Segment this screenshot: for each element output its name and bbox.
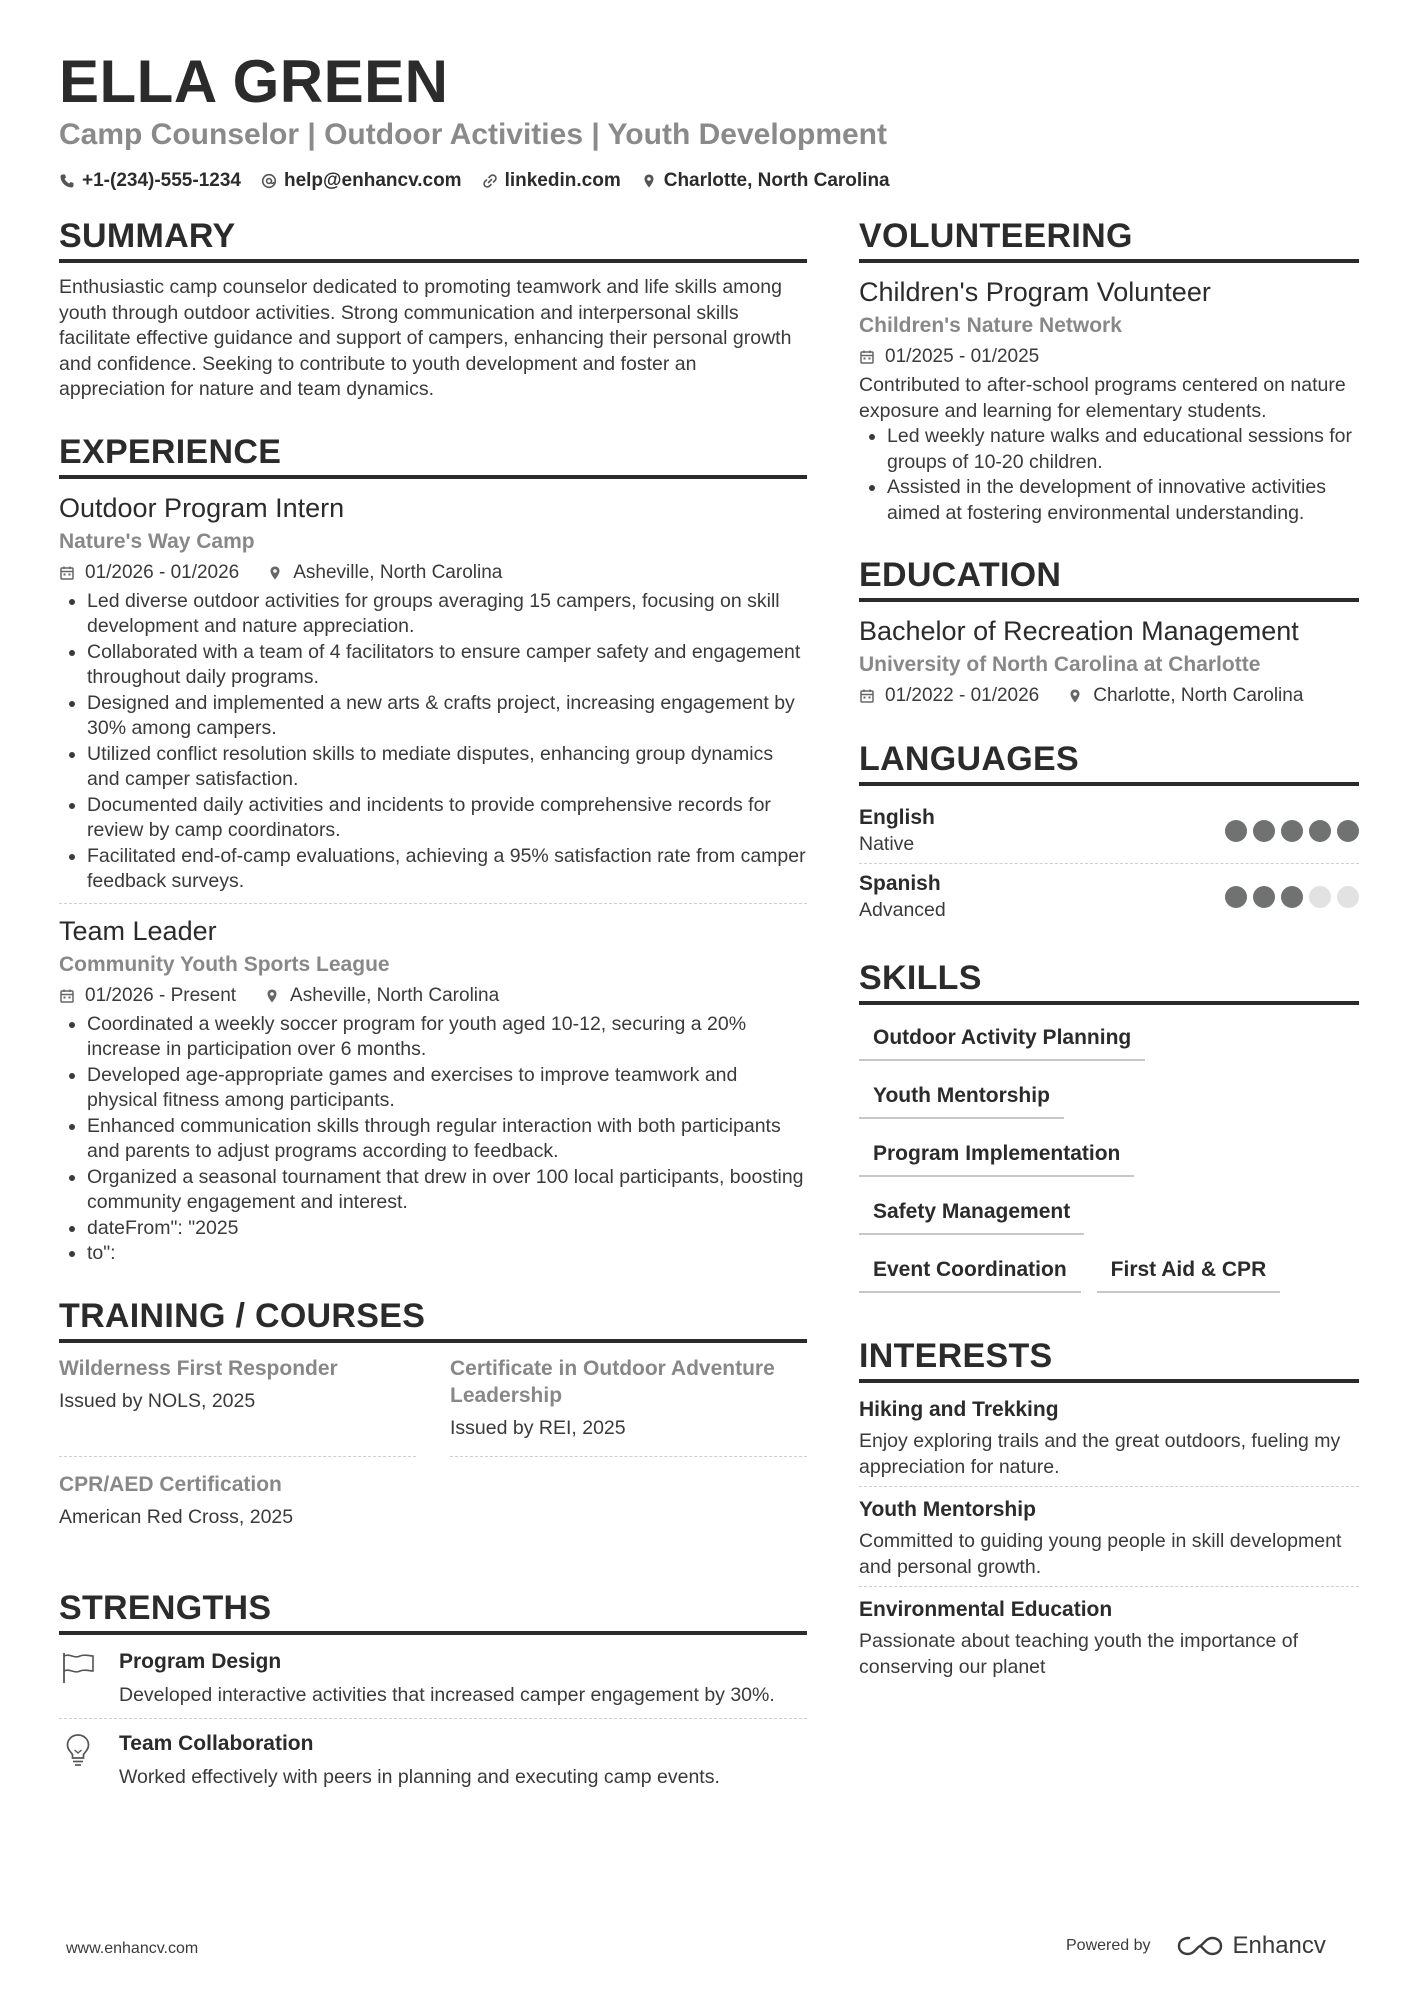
interest-item xyxy=(859,1495,1359,1587)
rating-dot xyxy=(1337,820,1359,842)
skill-tag: Event Coordination xyxy=(859,1249,1081,1293)
training-issuer: Issued by NOLS, 2025 xyxy=(59,1389,256,1412)
language-name: Spanish xyxy=(859,872,941,895)
training-item xyxy=(450,1355,807,1457)
skills-section xyxy=(859,957,1359,1307)
link-icon xyxy=(482,173,498,189)
bullet-item: • to": xyxy=(87,1241,807,1267)
strengths-heading: STRENGTHS xyxy=(59,1587,807,1635)
bullet-item: • Designed and implemented a new arts & crafts project, increasing engagement by 30% among campers. xyxy=(87,691,807,742)
volunteering-section xyxy=(859,215,1359,526)
interest-text: Passionate about teaching youth the importance of conserving our planet xyxy=(859,1630,1299,1678)
footer-branding xyxy=(1066,1932,1326,1960)
bullet-item: • Coordinated a weekly soccer program for youth aged 10-12, securing a 20% increase in participation over 6 months. xyxy=(87,1012,807,1063)
right-column xyxy=(859,215,1359,1714)
bullet-item: • Enhanced communication skills through regular interaction with both participants and parents to adjust programs according to feedback. xyxy=(87,1114,807,1165)
location-icon xyxy=(264,988,280,1004)
footer-website[interactable]: www.enhancv.com xyxy=(66,1940,199,1957)
lightbulb-icon xyxy=(59,1731,97,1769)
volunteer-bullets xyxy=(859,424,1359,526)
at-icon xyxy=(261,173,277,189)
language-rating xyxy=(1219,886,1359,908)
phone-icon xyxy=(59,173,75,189)
calendar-icon xyxy=(859,688,875,704)
rating-dot xyxy=(1281,820,1303,842)
education-heading: EDUCATION xyxy=(859,554,1359,602)
training-item xyxy=(59,1355,416,1457)
interest-item xyxy=(859,1595,1359,1686)
interest-title: Environmental Education xyxy=(859,1598,1113,1621)
training-item xyxy=(59,1471,416,1545)
education-location xyxy=(1067,682,1303,710)
volunteer-org: Children's Nature Network xyxy=(859,314,1122,337)
training-heading: TRAINING / COURSES xyxy=(59,1295,807,1343)
bullet-item: • Collaborated with a team of 4 facilitators to ensure camper safety and engagement throughout daily programs. xyxy=(87,640,807,691)
left-column xyxy=(59,215,807,1829)
job-meta xyxy=(59,559,807,587)
candidate-title: Camp Counselor | Outdoor Activities | Youth Development xyxy=(59,118,887,151)
contact-linkedin[interactable] xyxy=(482,170,621,192)
interest-item xyxy=(859,1395,1359,1487)
training-title: Certificate in Outdoor Adventure Leadership xyxy=(450,1356,775,1407)
contact-location xyxy=(641,170,890,192)
job-location xyxy=(267,559,502,587)
language-level: Native xyxy=(859,833,915,855)
experience-item xyxy=(59,914,807,1267)
bullet-item: • Utilized conflict resolution skills to mediate disputes, enhancing group dynamics and camper satisfaction. xyxy=(87,742,807,793)
interests-heading: INTERESTS xyxy=(859,1335,1359,1383)
calendar-icon xyxy=(859,349,875,365)
volunteering-heading: VOLUNTEERING xyxy=(859,215,1359,263)
job-dates xyxy=(59,559,239,587)
job-bullets xyxy=(59,589,807,895)
language-name: English xyxy=(859,806,935,829)
languages-heading: LANGUAGES xyxy=(859,738,1359,786)
skill-tag: Outdoor Activity Planning xyxy=(859,1017,1145,1061)
job-meta xyxy=(59,982,807,1010)
contact-phone[interactable] xyxy=(59,170,241,192)
volunteer-meta xyxy=(859,343,1359,371)
interest-title: Hiking and Trekking xyxy=(859,1398,1059,1421)
enhancv-logo-icon xyxy=(1177,1934,1223,1958)
training-title: Wilderness First Responder xyxy=(59,1356,338,1380)
strength-title: Program Design xyxy=(119,1649,282,1673)
job-role: Outdoor Program Intern xyxy=(59,492,345,523)
strength-title: Team Collaboration xyxy=(119,1732,314,1755)
job-dates-text: 01/2026 - Present xyxy=(85,984,237,1006)
strength-item xyxy=(59,1647,807,1720)
languages-section xyxy=(859,738,1359,929)
bullet-item: • Developed age-appropriate games and exercises to improve teamwork and physical fitness among participants. xyxy=(87,1063,807,1114)
contact-email[interactable] xyxy=(261,170,462,192)
bullet-item: • Led diverse outdoor activities for groups averaging 15 campers, focusing on skill development and nature appreciation. xyxy=(87,589,807,640)
bullet-item: • Facilitated end-of-camp evaluations, achieving a 95% satisfaction rate from camper feedback surveys. xyxy=(87,844,807,895)
experience-item xyxy=(59,491,807,895)
strength-item xyxy=(59,1729,807,1801)
job-company: Nature's Way Camp xyxy=(59,529,255,553)
job-location-text: Asheville, North Carolina xyxy=(290,984,500,1006)
language-item xyxy=(859,864,1359,929)
skill-tag: Program Implementation xyxy=(859,1133,1134,1177)
job-company: Community Youth Sports League xyxy=(59,952,390,976)
skill-tag: First Aid & CPR xyxy=(1097,1249,1281,1293)
strength-text: Worked effectively with peers in planning and executing camp events. xyxy=(119,1766,720,1788)
language-level: Advanced xyxy=(859,899,946,921)
volunteer-dates xyxy=(859,343,1039,371)
bullet-item: • Assisted in the development of innovative activities aimed at fostering environmental understanding. xyxy=(887,475,1359,526)
language-rating xyxy=(1219,820,1359,842)
volunteer-text: Contributed to after-school programs centered on nature exposure and learning for elementary students. xyxy=(859,374,1346,422)
interest-text: Committed to guiding young people in skill development and personal growth. xyxy=(859,1530,1342,1578)
education-section xyxy=(859,554,1359,710)
rating-dot xyxy=(1281,886,1303,908)
interests-section xyxy=(859,1335,1359,1686)
rating-dot xyxy=(1253,886,1275,908)
training-section xyxy=(59,1295,807,1559)
rating-dot xyxy=(1225,886,1247,908)
skills-heading: SKILLS xyxy=(859,957,1359,1005)
rating-dot xyxy=(1337,886,1359,908)
experience-section xyxy=(59,431,807,1267)
summary-heading: SUMMARY xyxy=(59,215,807,263)
job-dates xyxy=(59,982,236,1010)
training-grid xyxy=(59,1355,807,1559)
phone-text: +1-(234)-555-1234 xyxy=(82,170,241,191)
skills-list xyxy=(859,1017,1359,1307)
email-text: help@enhancv.com xyxy=(283,170,462,191)
school: University of North Carolina at Charlotte xyxy=(859,653,1261,676)
job-location-text: Asheville, North Carolina xyxy=(293,561,503,583)
bullet-item: • Documented daily activities and incidents to provide comprehensive records for review by camp coordinators. xyxy=(87,793,807,844)
location-icon xyxy=(641,173,657,189)
location-icon xyxy=(267,565,283,581)
job-dates-text: 01/2026 - 01/2026 xyxy=(85,561,240,583)
rating-dot xyxy=(1253,820,1275,842)
candidate-name: ELLA GREEN xyxy=(59,48,449,115)
divider xyxy=(59,903,807,904)
location-text: Charlotte, North Carolina xyxy=(663,170,890,191)
experience-heading: EXPERIENCE xyxy=(59,431,807,479)
summary-section xyxy=(59,215,807,403)
bullet-item: • Organized a seasonal tournament that drew in over 100 local participants, boosting community engagement and interest. xyxy=(87,1165,807,1216)
job-role: Team Leader xyxy=(59,915,217,946)
volunteer-role: Children's Program Volunteer xyxy=(859,277,1211,307)
brand-name: Enhancv xyxy=(1232,1932,1326,1959)
linkedin-text: linkedin.com xyxy=(504,170,621,191)
education-dates-text: 01/2022 - 01/2026 xyxy=(885,685,1040,706)
contact-bar xyxy=(59,168,910,194)
rating-dot xyxy=(1309,886,1331,908)
strength-text: Developed interactive activities that increased camper engagement by 30%. xyxy=(119,1683,775,1706)
rating-dot xyxy=(1225,820,1247,842)
flag-icon xyxy=(59,1649,97,1687)
bullet-item: • dateFrom": "2025 xyxy=(87,1216,807,1242)
job-bullets xyxy=(59,1012,807,1267)
degree: Bachelor of Recreation Management xyxy=(859,616,1299,646)
volunteer-dates-text: 01/2025 - 01/2025 xyxy=(885,346,1040,367)
education-dates xyxy=(859,682,1039,710)
location-icon xyxy=(1067,688,1083,704)
skill-tag: Youth Mentorship xyxy=(859,1075,1064,1119)
calendar-icon xyxy=(59,988,75,1004)
powered-by-label: Powered by xyxy=(1066,1937,1151,1954)
education-meta xyxy=(859,682,1359,710)
interest-text: Enjoy exploring trails and the great outdoors, fueling my appreciation for nature. xyxy=(859,1430,1341,1478)
language-item xyxy=(859,798,1359,864)
summary-text: Enthusiastic camp counselor dedicated to promoting teamwork and life skills among youth through outdoor activities. Strong communication and interpersonal skills facilitate effective guidance and support of campers, enhancing their personal growth and confidence. Seeking to contribute to youth development and foster an appreciation for nature and team dynamics. xyxy=(59,276,792,400)
strengths-section xyxy=(59,1587,807,1801)
interest-title: Youth Mentorship xyxy=(859,1498,1036,1521)
enhancv-logo[interactable] xyxy=(1177,1932,1326,1960)
bullet-item: • Led weekly nature walks and educational sessions for groups of 10-20 children. xyxy=(887,424,1359,475)
skill-tag: Safety Management xyxy=(859,1191,1084,1235)
calendar-icon xyxy=(59,565,75,581)
education-location-text: Charlotte, North Carolina xyxy=(1093,685,1304,706)
rating-dot xyxy=(1309,820,1331,842)
training-title: CPR/AED Certification xyxy=(59,1472,282,1496)
job-location xyxy=(264,982,499,1010)
training-issuer: Issued by REI, 2025 xyxy=(450,1416,626,1439)
training-issuer: American Red Cross, 2025 xyxy=(59,1505,294,1528)
